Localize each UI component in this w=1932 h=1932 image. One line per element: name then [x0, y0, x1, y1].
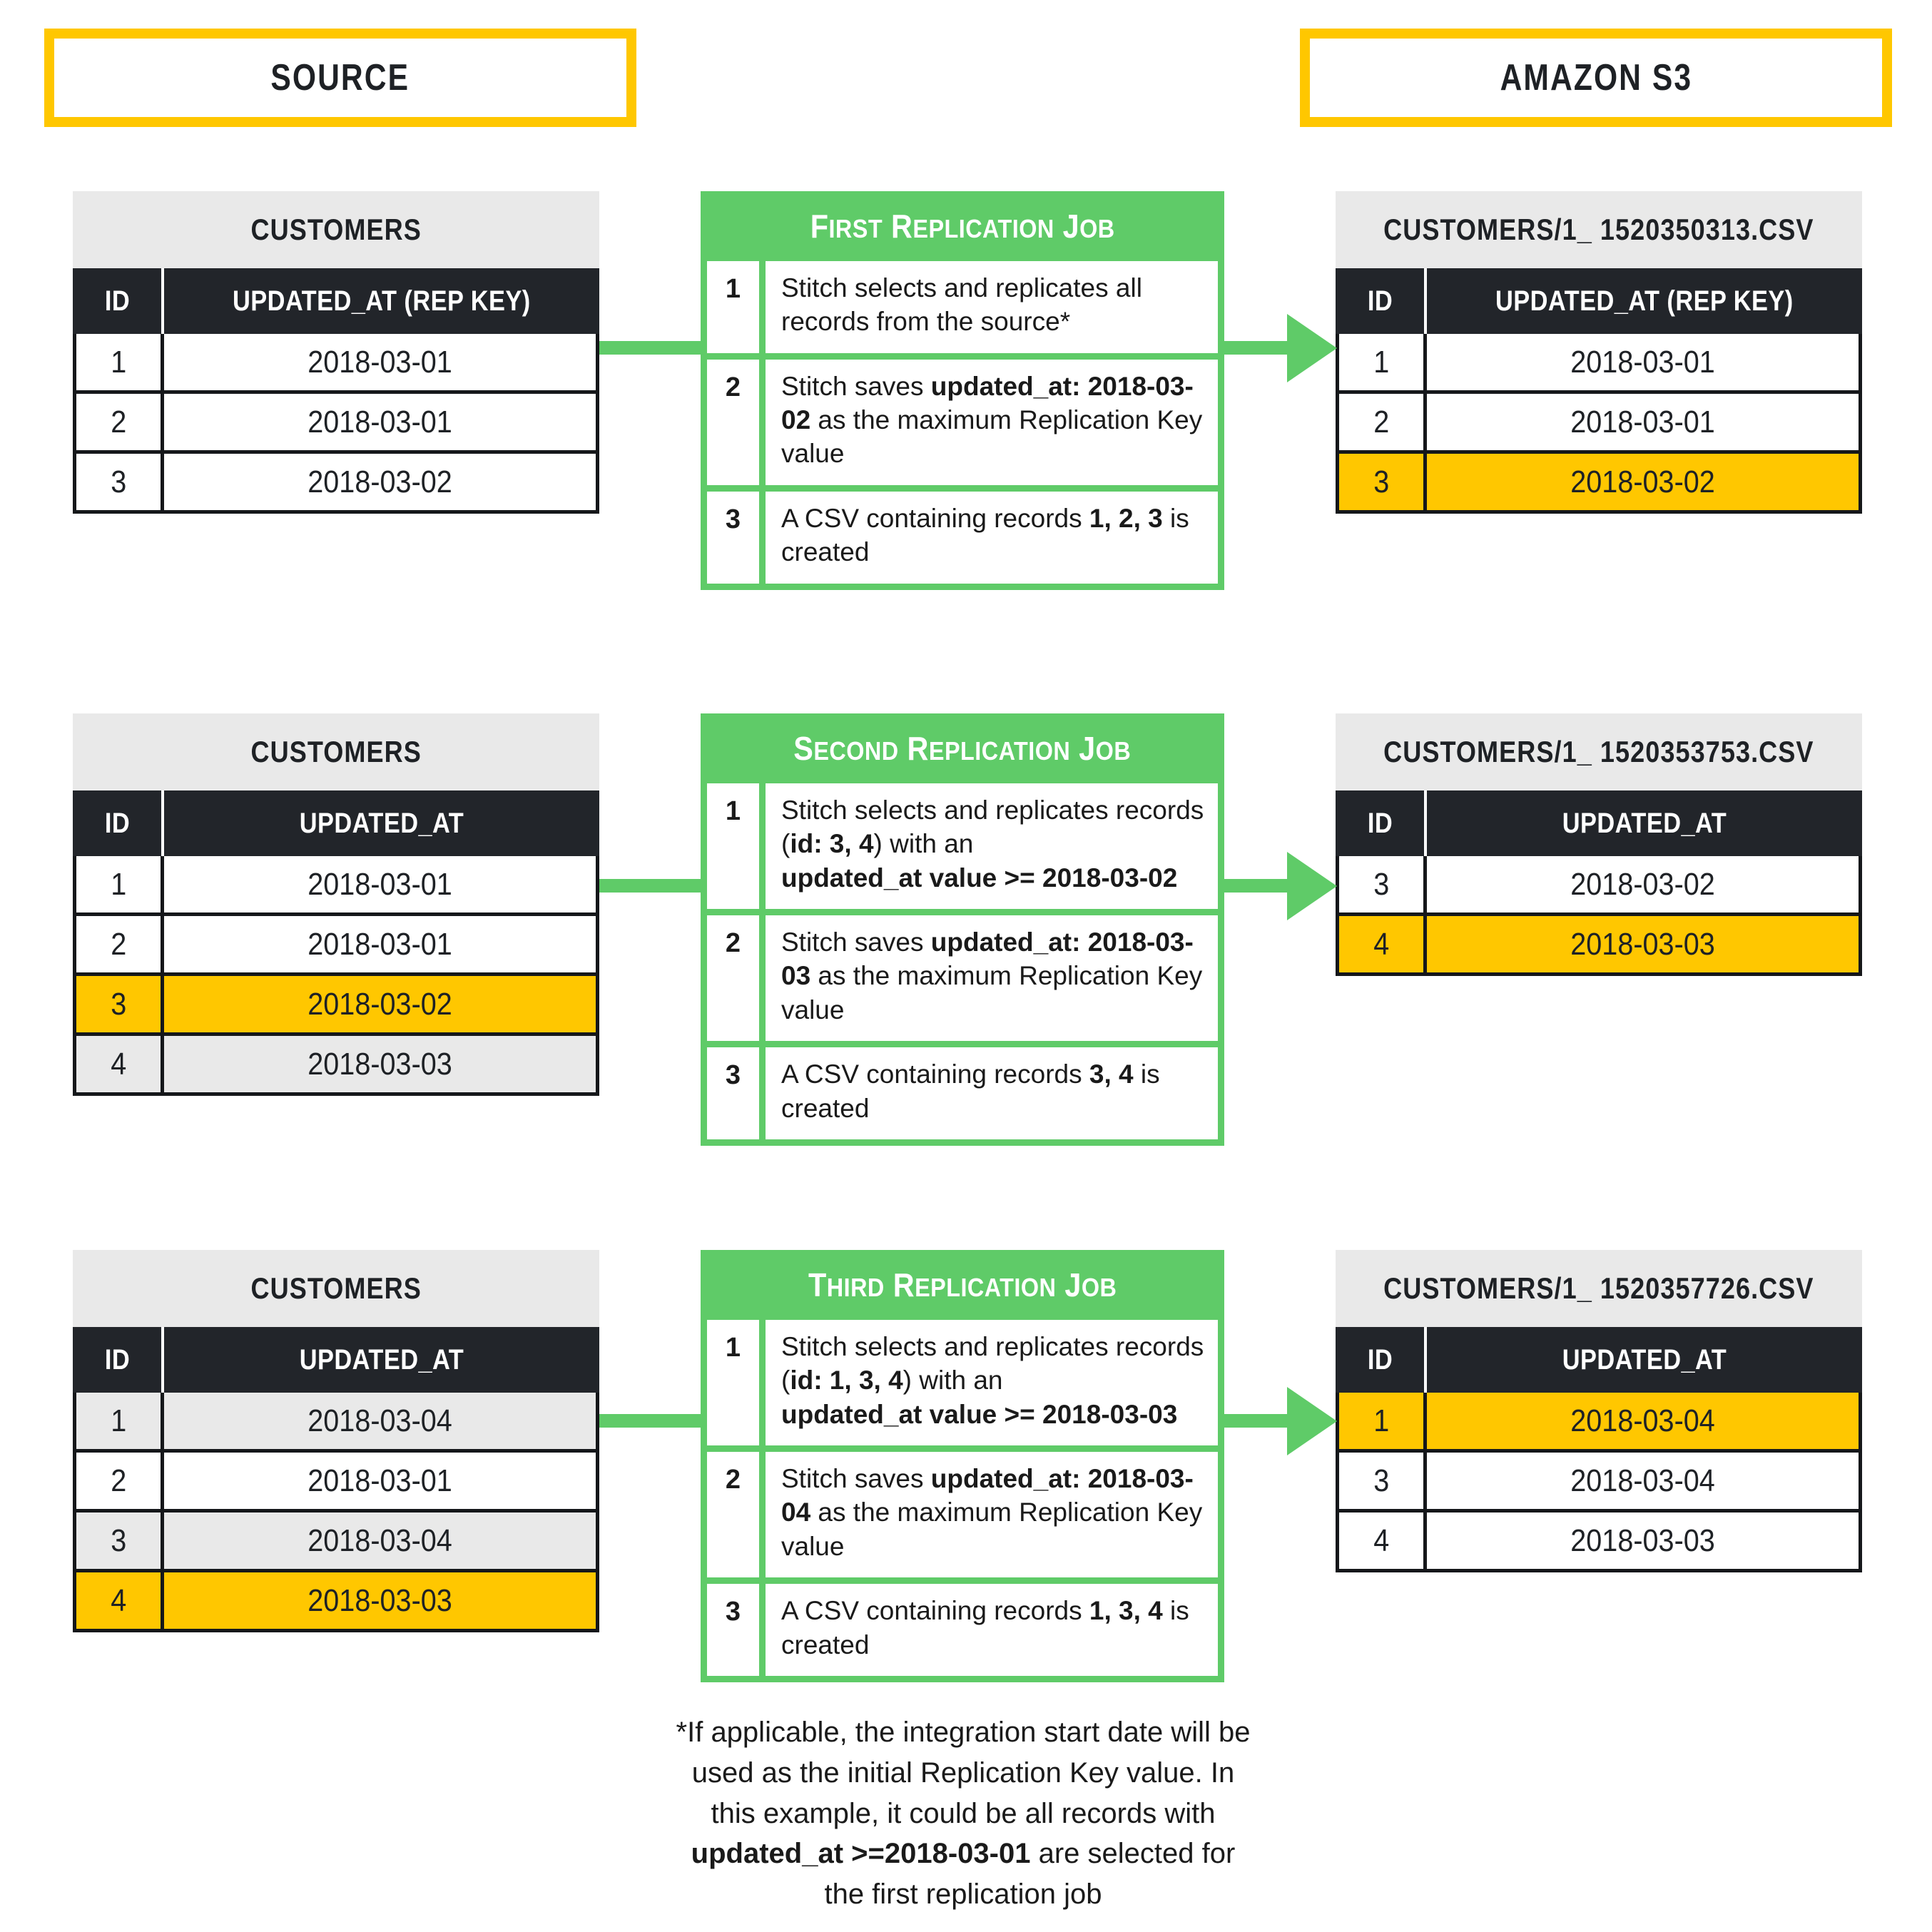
source-table-title: CUSTOMERS — [73, 1250, 599, 1327]
table-row — [73, 334, 599, 394]
column-header: ID — [73, 1327, 164, 1393]
cell-updated-at: 2018-03-02 — [1427, 856, 1862, 912]
step-description: Stitch saves updated_at: 2018-03-02 as the maximum Replication Key value — [781, 371, 1203, 469]
table-row — [73, 1453, 599, 1512]
table-row — [73, 394, 599, 454]
column-header: ID — [1336, 268, 1427, 334]
table-header-row — [73, 790, 599, 856]
table-row — [73, 454, 599, 514]
cell-updated-at: 2018-03-01 — [164, 856, 599, 912]
replication-job-2 — [701, 713, 1224, 1146]
table-header-row — [1336, 1327, 1862, 1393]
replication-job-step — [707, 492, 1218, 584]
source-table-title: CUSTOMERS — [73, 191, 599, 268]
destination-banner — [1300, 29, 1892, 127]
cell-updated-at: 2018-03-04 — [164, 1512, 599, 1569]
cell-id: 2 — [1336, 394, 1427, 450]
cell-id: 2 — [73, 394, 164, 450]
table-row — [1336, 856, 1862, 916]
column-header: UPDATED_AT — [299, 807, 464, 839]
destination-banner-label: AMAZON S3 — [1500, 57, 1692, 98]
cell-updated-at: 2018-03-01 — [1427, 394, 1862, 450]
step-description: A CSV containing records 1, 2, 3 is created — [781, 503, 1189, 567]
cell-updated-at: 2018-03-03 — [164, 1572, 599, 1629]
step-description: Stitch saves updated_at: 2018-03-03 as the maximum Replication Key value — [781, 927, 1203, 1025]
replication-job-title: FIRST REPLICATION JOB — [701, 191, 1224, 261]
column-header: UPDATED_AT — [1562, 1343, 1727, 1376]
table-row — [73, 916, 599, 976]
step-description: A CSV containing records 1, 3, 4 is created — [781, 1596, 1189, 1659]
replication-job-3 — [701, 1250, 1224, 1682]
cell-id: 3 — [1336, 1453, 1427, 1509]
replication-job-step — [707, 360, 1218, 492]
step-description: Stitch selects and replicates records (id: 3, 4) with an updated_at value >= 2018-03-02 — [781, 795, 1204, 893]
step-description: A CSV containing records 3, 4 is created — [781, 1059, 1160, 1123]
cell-updated-at: 2018-03-01 — [1427, 334, 1862, 390]
step-number: 2 — [707, 915, 766, 1041]
step-number: 3 — [707, 1584, 766, 1676]
replication-job-step — [707, 1584, 1218, 1676]
step-number: 3 — [707, 492, 766, 584]
replication-job-title: THIRD REPLICATION JOB — [701, 1250, 1224, 1320]
cell-updated-at: 2018-03-01 — [164, 394, 599, 450]
column-header: ID — [1336, 790, 1427, 856]
step-description: Stitch selects and replicates records (id: 1, 3, 4) with an updated_at value >= 2018-03-03 — [781, 1332, 1204, 1429]
source-table-2 — [73, 713, 599, 1096]
destination-table-title: CUSTOMERS/1_ 1520357726.CSV — [1336, 1250, 1862, 1327]
cell-id: 3 — [73, 1512, 164, 1569]
step-number: 1 — [707, 261, 766, 353]
column-header: UPDATED_AT (REP KEY) — [233, 285, 531, 317]
step-number: 2 — [707, 1452, 766, 1577]
step-number: 2 — [707, 360, 766, 485]
cell-id: 4 — [73, 1572, 164, 1629]
table-row — [1336, 1512, 1862, 1572]
table-row — [73, 976, 599, 1036]
step-description: Stitch saves updated_at: 2018-03-04 as the maximum Replication Key value — [781, 1464, 1203, 1561]
table-row — [73, 1393, 599, 1453]
cell-updated-at: 2018-03-04 — [164, 1393, 599, 1449]
cell-id: 1 — [1336, 334, 1427, 390]
cell-id: 2 — [73, 916, 164, 972]
table-row — [1336, 394, 1862, 454]
replication-arrow-head-2 — [1287, 852, 1337, 920]
column-header: UPDATED_AT — [1562, 807, 1727, 839]
replication-arrow-head-1 — [1287, 314, 1337, 382]
table-header-row — [73, 268, 599, 334]
replication-job-steps — [701, 261, 1224, 590]
source-table-1 — [73, 191, 599, 514]
cell-id: 1 — [73, 334, 164, 390]
source-banner — [44, 29, 636, 127]
table-row — [1336, 334, 1862, 394]
cell-id: 1 — [73, 856, 164, 912]
cell-id: 1 — [73, 1393, 164, 1449]
cell-id: 2 — [73, 1453, 164, 1509]
column-header: ID — [1336, 1327, 1427, 1393]
replication-job-1 — [701, 191, 1224, 590]
cell-updated-at: 2018-03-02 — [164, 454, 599, 510]
destination-table-2 — [1336, 713, 1862, 976]
step-number: 1 — [707, 783, 766, 909]
replication-job-step — [707, 1452, 1218, 1584]
cell-updated-at: 2018-03-03 — [1427, 916, 1862, 972]
step-number: 3 — [707, 1047, 766, 1139]
table-row — [1336, 454, 1862, 514]
destination-table-1 — [1336, 191, 1862, 514]
destination-table-title: CUSTOMERS/1_ 1520350313.CSV — [1336, 191, 1862, 268]
table-row — [1336, 1453, 1862, 1512]
cell-updated-at: 2018-03-02 — [1427, 454, 1862, 510]
destination-table-3 — [1336, 1250, 1862, 1572]
table-row — [73, 856, 599, 916]
cell-updated-at: 2018-03-04 — [1427, 1453, 1862, 1509]
source-table-3 — [73, 1250, 599, 1632]
cell-updated-at: 2018-03-03 — [1427, 1512, 1862, 1569]
column-header: ID — [73, 268, 164, 334]
replication-job-step — [707, 1047, 1218, 1139]
table-header-row — [1336, 790, 1862, 856]
cell-id: 1 — [1336, 1393, 1427, 1449]
replication-job-steps — [701, 1320, 1224, 1682]
column-header: UPDATED_AT (REP KEY) — [1495, 285, 1794, 317]
step-number: 1 — [707, 1320, 766, 1445]
cell-id: 4 — [1336, 916, 1427, 972]
replication-job-title: SECOND REPLICATION JOB — [701, 713, 1224, 783]
replication-job-steps — [701, 783, 1224, 1146]
footnote-text: *If applicable, the integration start date will be used as the initial Replication Key value. In this example, it could be all records with updated_at >=2018-03-01 are selected for the first replication job — [676, 1717, 1251, 1911]
cell-id: 4 — [73, 1036, 164, 1092]
table-row — [73, 1572, 599, 1632]
table-row — [73, 1512, 599, 1572]
table-header-row — [1336, 268, 1862, 334]
cell-updated-at: 2018-03-01 — [164, 334, 599, 390]
cell-id: 3 — [73, 976, 164, 1032]
cell-updated-at: 2018-03-01 — [164, 916, 599, 972]
cell-id: 4 — [1336, 1512, 1427, 1569]
column-header: UPDATED_AT — [299, 1343, 464, 1376]
cell-id: 3 — [1336, 856, 1427, 912]
source-table-title: CUSTOMERS — [73, 713, 599, 790]
cell-id: 3 — [73, 454, 164, 510]
replication-job-step — [707, 261, 1218, 360]
destination-table-title: CUSTOMERS/1_ 1520353753.CSV — [1336, 713, 1862, 790]
source-banner-label: SOURCE — [270, 57, 410, 98]
replication-arrow-head-3 — [1287, 1387, 1337, 1455]
replication-job-step — [707, 915, 1218, 1047]
cell-updated-at: 2018-03-01 — [164, 1453, 599, 1509]
step-description: Stitch selects and replicates all records from the source* — [781, 273, 1142, 337]
table-row — [1336, 916, 1862, 976]
cell-updated-at: 2018-03-04 — [1427, 1393, 1862, 1449]
column-header: ID — [73, 790, 164, 856]
cell-updated-at: 2018-03-02 — [164, 976, 599, 1032]
replication-job-step — [707, 1320, 1218, 1452]
replication-job-step — [707, 783, 1218, 915]
cell-id: 3 — [1336, 454, 1427, 510]
table-row — [1336, 1393, 1862, 1453]
table-row — [73, 1036, 599, 1096]
table-header-row — [73, 1327, 599, 1393]
cell-updated-at: 2018-03-03 — [164, 1036, 599, 1092]
